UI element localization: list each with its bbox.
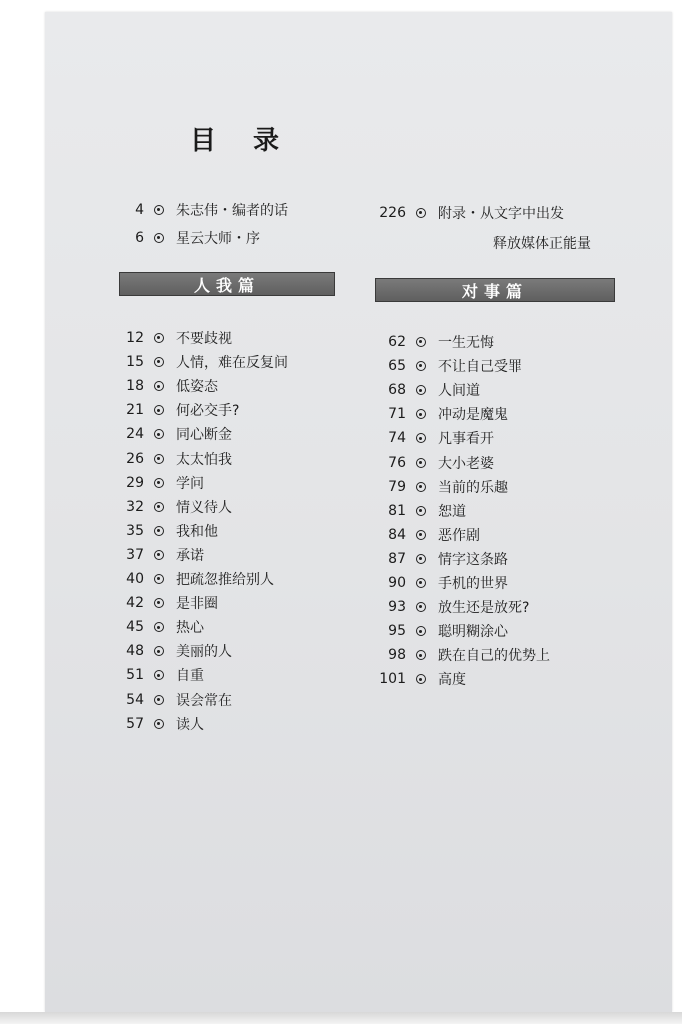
entry-title-continuation: 释放媒体正能量 [493,236,591,252]
bullet-circle-icon [416,506,426,516]
toc-entry[interactable] [118,615,204,639]
bullet-circle-icon [416,361,426,371]
entry-title: 低姿态 [176,379,218,396]
bullet-circle-icon [154,478,164,488]
toc-entry[interactable] [118,688,232,712]
entry-title: 恕道 [438,503,466,520]
entry-title: 我和他 [176,523,218,540]
toc-entry[interactable] [370,475,508,499]
bullet-circle-icon [416,385,426,395]
entry-page-number: 48 [126,643,144,660]
entry-title: 把疏忽推给别人 [176,572,274,588]
bullet-circle-icon [154,233,164,243]
entry-page-number: 76 [388,454,406,471]
bullet-circle-icon [154,622,164,632]
entry-page-number: 24 [126,426,144,443]
entry-page-number: 95 [388,623,406,640]
bullet-circle-icon [154,695,164,705]
toc-entry[interactable] [370,523,480,547]
entry-title: 高度 [438,672,466,689]
toc-entry[interactable] [370,547,508,571]
entry-page-number: 57 [126,715,144,732]
toc-entry[interactable] [118,422,232,446]
entry-title: 附录・从文字中出发 [438,206,564,222]
entry-title: 美丽的人 [176,644,232,661]
entry-page-number: 40 [126,571,144,587]
toc-entry[interactable] [370,499,466,523]
toc-entry[interactable] [118,398,239,422]
toc-entry[interactable] [118,226,260,250]
toc-entry[interactable] [118,543,204,567]
bullet-circle-icon [154,205,164,215]
bullet-circle-icon [154,574,164,584]
toc-entry[interactable] [370,643,550,667]
toc-entry[interactable] [118,447,232,471]
entry-title: 人间道 [438,383,480,400]
toc-entry[interactable] [370,667,466,691]
entry-title: 读人 [176,716,204,733]
entry-page-number: 12 [126,330,144,346]
entry-page-number: 21 [126,402,144,419]
toc-entry[interactable] [370,426,494,450]
entry-page-number: 93 [388,599,406,616]
bullet-circle-icon [154,333,164,343]
bullet-circle-icon [154,357,164,367]
bullet-circle-icon [154,719,164,729]
bullet-circle-icon [416,458,426,468]
bullet-circle-icon [416,208,426,218]
entry-title: 太太怕我 [176,451,232,468]
bullet-circle-icon [416,674,426,684]
toc-entry-appendix[interactable] [370,201,564,225]
bullet-circle-icon [416,602,426,612]
entry-page-number: 4 [135,202,144,218]
entry-page-number: 29 [126,474,144,491]
entry-page-number: 90 [388,575,406,591]
entry-title: 是非圈 [176,596,218,613]
bullet-circle-icon [154,381,164,391]
page-bottom-edge [0,1012,682,1024]
entry-page-number: 6 [135,230,144,246]
bullet-circle-icon [154,429,164,439]
bullet-circle-icon [416,578,426,588]
bullet-circle-icon [154,646,164,656]
section-heading-duishi: 对事篇 [375,278,615,302]
entry-title: 人情，难在反复间 [176,355,288,372]
toc-entry[interactable] [370,354,522,378]
bullet-circle-icon [416,530,426,540]
bullet-circle-icon [154,598,164,608]
bullet-circle-icon [416,337,426,347]
bullet-circle-icon [416,409,426,419]
entry-page-number: 87 [388,550,406,567]
entry-title: 热心 [176,620,204,637]
toc-entry[interactable] [118,639,232,663]
toc-entry[interactable] [370,595,529,619]
bullet-circle-icon [154,670,164,680]
entry-title: 恶作剧 [438,527,480,544]
entry-page-number: 65 [388,358,406,375]
toc-entry[interactable] [118,712,204,736]
toc-entry[interactable] [370,619,508,643]
toc-entry[interactable] [370,330,494,354]
bullet-circle-icon [154,454,164,464]
toc-entry[interactable] [118,198,288,222]
toc-entry[interactable] [118,374,218,398]
entry-title: 聪明糊涂心 [438,624,508,641]
entry-page-number: 98 [388,647,406,664]
entry-title: 承诺 [176,547,204,564]
section-heading-renwo: 人我篇 [119,272,335,296]
entry-page-number: 42 [126,595,144,612]
entry-page-number: 226 [379,205,406,221]
entry-title: 冲动是魔鬼 [438,407,508,424]
entry-title: 朱志伟・编者的话 [176,203,288,219]
toc-entry[interactable] [118,519,218,543]
toc-entry[interactable] [118,663,204,687]
entry-page-number: 79 [388,478,406,495]
entry-title: 一生无悔 [438,335,494,351]
entry-page-number: 74 [388,430,406,447]
entry-title: 不要歧视 [176,331,232,347]
bullet-circle-icon [154,502,164,512]
entry-page-number: 81 [388,502,406,519]
bullet-circle-icon [416,626,426,636]
toc-entry[interactable] [370,402,508,426]
toc-entry[interactable] [118,471,204,495]
page-title: 目 录 [190,126,294,156]
entry-title: 跌在自己的优势上 [438,648,550,665]
entry-title: 误会常在 [176,692,232,709]
toc-entry[interactable] [370,451,494,475]
toc-entry[interactable] [118,350,288,374]
entry-title: 大小老婆 [438,455,494,472]
entry-page-number: 15 [126,354,144,371]
entry-title: 凡事看开 [438,431,494,448]
entry-title: 不让自己受罪 [438,359,522,376]
bullet-circle-icon [154,550,164,560]
entry-title: 放生还是放死? [438,600,530,617]
entry-title: 星云大师・序 [176,231,260,247]
entry-page-number: 18 [126,378,144,395]
entry-page-number: 84 [388,526,406,543]
entry-page-number: 54 [126,691,144,708]
entry-page-number: 62 [388,334,406,350]
entry-title: 手机的世界 [438,576,508,592]
entry-title: 同心断金 [176,427,232,444]
toc-entry[interactable] [118,326,232,350]
entry-page-number: 32 [126,498,144,515]
bullet-circle-icon [154,405,164,415]
entry-page-number: 37 [126,546,144,563]
entry-page-number: 26 [126,450,144,467]
entry-title: 学问 [176,475,204,492]
entry-page-number: 101 [379,671,406,688]
entry-page-number: 51 [126,667,144,684]
entry-title: 自重 [176,668,204,685]
entry-title: 情字这条路 [438,551,508,568]
bullet-circle-icon [416,554,426,564]
toc-entry[interactable] [118,567,274,591]
bullet-circle-icon [416,433,426,443]
toc-entry[interactable] [370,571,508,595]
toc-entry[interactable] [370,378,480,402]
bullet-circle-icon [416,482,426,492]
toc-entry[interactable] [118,591,218,615]
entry-title: 何必交手? [176,403,240,420]
entry-page-number: 35 [126,522,144,539]
entry-title: 当前的乐趣 [438,479,508,496]
toc-entry[interactable] [118,495,232,519]
bullet-circle-icon [416,650,426,660]
entry-title: 情义待人 [176,499,232,516]
entry-page-number: 71 [388,406,406,423]
entry-page-number: 68 [388,382,406,399]
bullet-circle-icon [154,526,164,536]
entry-page-number: 45 [126,619,144,636]
